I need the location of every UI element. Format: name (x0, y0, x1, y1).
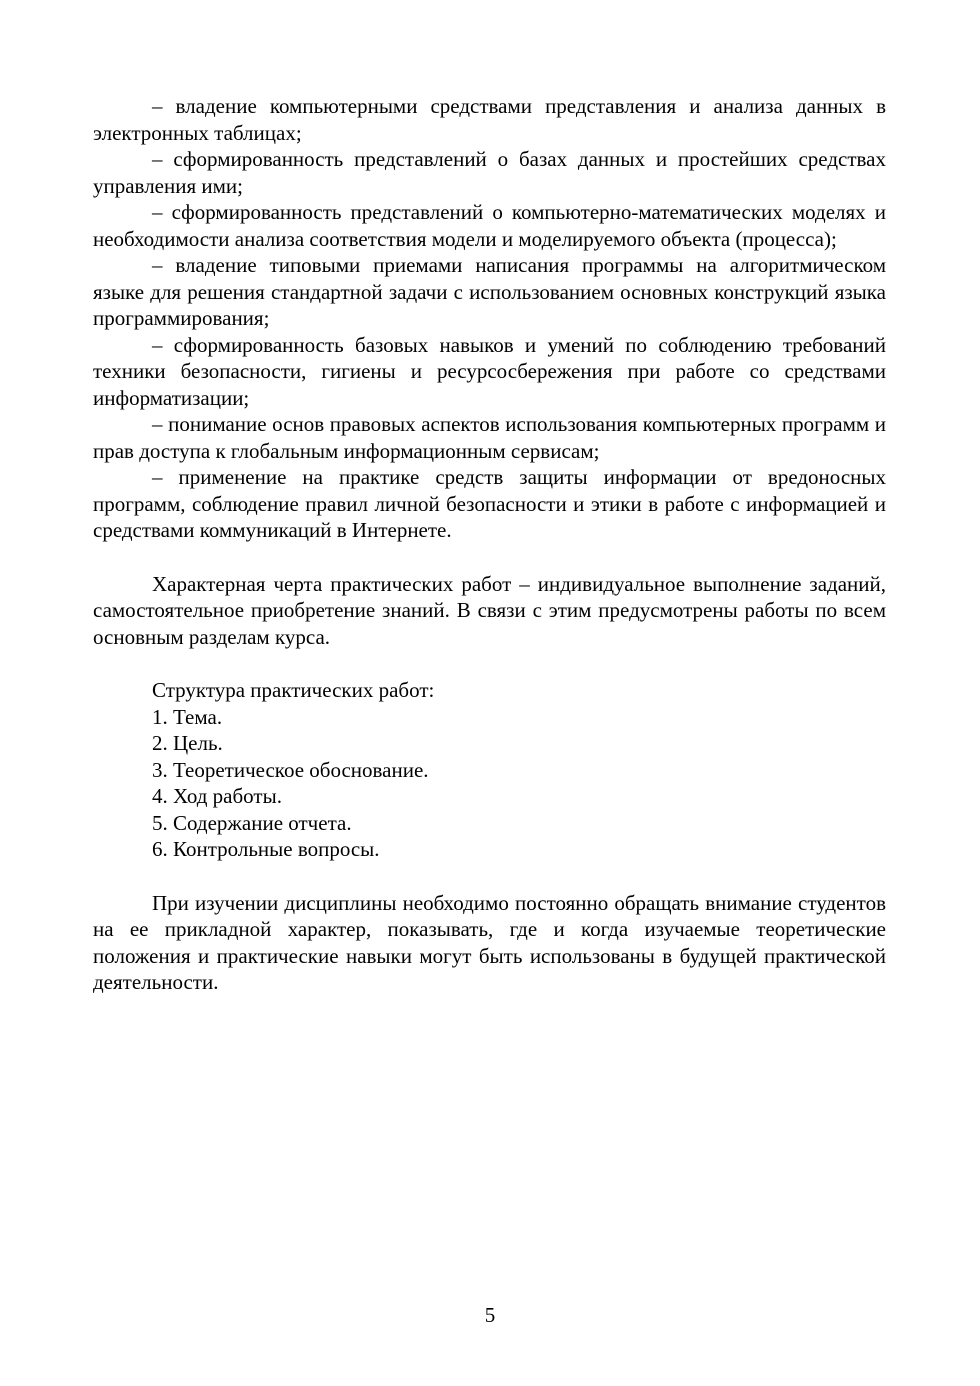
list-item: – сформированность представлений о компьютерно-математических моделях и необходимости анализа соответствия модели и моделируемого объекта (процесса); (93, 200, 886, 251)
structure-item: 2. Цель. (152, 731, 223, 755)
structure-item: 1. Тема. (152, 704, 223, 729)
list-item: – сформированность базовых навыков и умений по соблюдению требований техники безопасности, гигиены и ресурсосбережения при работе со средствами информатизации; (93, 332, 886, 410)
closing-paragraph: При изучении дисциплины необходимо постоянно обращать внимание студентов на ее прикладной характер, показывать, где и когда изучаемые теоретические положения и практические навыки могут быть использованы в будущей практической деятельности. (93, 890, 886, 994)
spacer (93, 863, 886, 890)
list-item: – понимание основ правовых аспектов использования компьютерных программ и прав доступа к глобальным информационным сервисам; (93, 412, 886, 463)
structure-section (93, 677, 886, 863)
characteristic-paragraph: Характерная черта практических работ – индивидуальное выполнение заданий, самостоятельное приобретение знаний. В связи с этим предусмотрены работы по всем основным разделам курса. (93, 571, 886, 649)
page-body (93, 93, 886, 996)
spacer (93, 544, 886, 571)
list-item: – владение компьютерными средствами представления и анализа данных в электронных таблицах; (93, 94, 886, 145)
structure-item: 5. Содержание отчета. (152, 810, 352, 835)
list-item: – сформированность представлений о базах данных и простейших средствах управления ими; (93, 147, 886, 198)
structure-item: 4. Ход работы. (152, 784, 282, 808)
structure-item: 3. Теоретическое обоснование. (152, 757, 429, 782)
list-item: – применение на практике средств защиты информации от вредоносных программ, соблюдение правил личной безопасности и этики в работе с информацией и средствами коммуникаций в Интернете. (93, 465, 886, 542)
page-number: 5 (484, 1303, 496, 1327)
competency-list (93, 93, 886, 544)
list-item: – владение типовыми приемами написания программы на алгоритмическом языке для решения стандартной задачи с использованием основных конструкций языка программирования; (93, 253, 886, 330)
structure-item: 6. Контрольные вопросы. (152, 837, 380, 861)
spacer (93, 650, 886, 677)
structure-title: Структура практических работ: (152, 678, 435, 702)
